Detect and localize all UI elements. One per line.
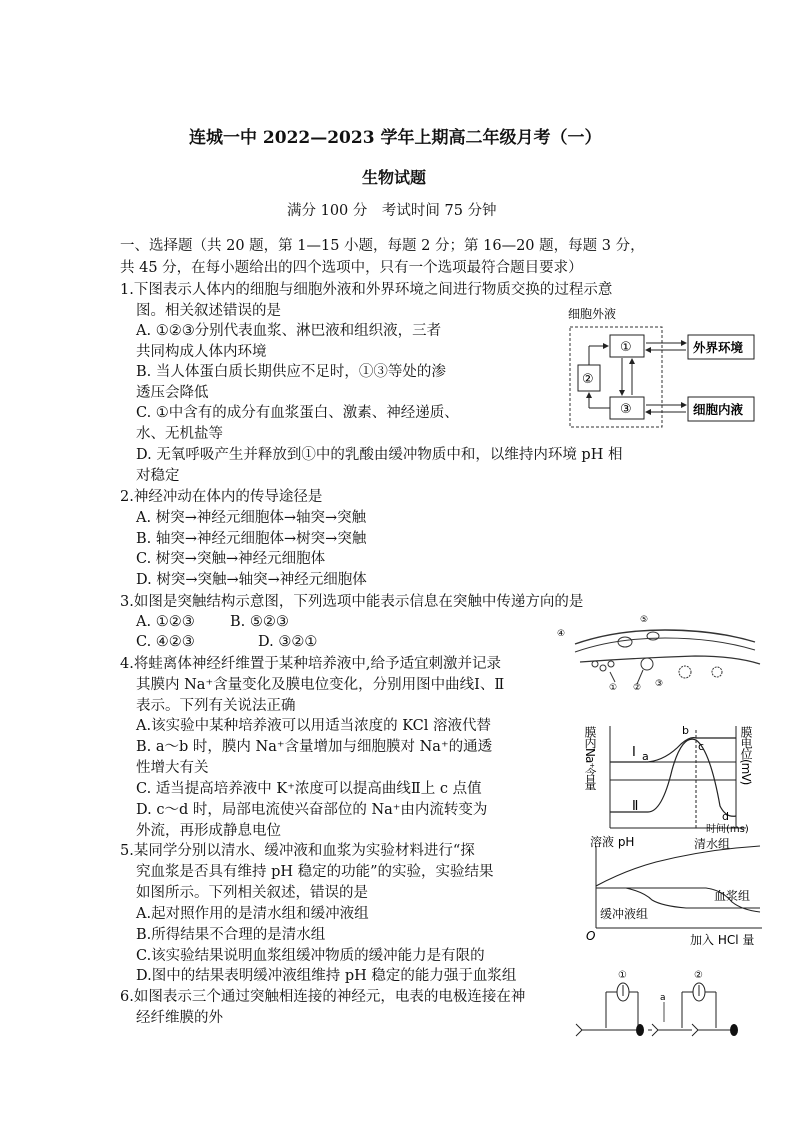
q5-option-a: A.起对照作用的是清水组和缓冲液组 — [136, 906, 369, 922]
q5-fig-origin: O — [586, 929, 596, 943]
q3-synapse-diagram — [555, 612, 765, 692]
q5-fig-y-axis-label: 溶液 pH — [590, 835, 635, 849]
q3-option-c: C. ④②③ — [136, 634, 195, 650]
q4-option-c: C. 适当提高培养液中 K⁺浓度可以提高曲线Ⅱ上 c 点值 — [136, 781, 482, 797]
q1-fig-num-3: ③ — [620, 402, 632, 417]
q1-stem-line1: 1.下图表示人体内的细胞与细胞外液和外界环境之间进行物质交换的过程示意 — [120, 282, 613, 298]
q6-fig-meter-2-label: ② — [694, 970, 703, 981]
q2-option-d: D. 树突→突触→轴突→神经元细胞体 — [136, 572, 367, 588]
q2-option-b: B. 轴突→神经元细胞体→树突→突触 — [136, 531, 367, 547]
q3-option-b: B. ⑤②③ — [230, 614, 289, 630]
q4-stem-line3: 表示。下列有关说法正确 — [136, 698, 296, 714]
q1-option-d-line2: 对稳定 — [136, 468, 180, 484]
q5-fig-label-water: 清水组 — [694, 837, 731, 851]
q1-option-b-line2: 透压会降低 — [136, 385, 209, 401]
q5-fig-label-plasma: 血浆组 — [714, 889, 751, 903]
q5-option-d: D.图中的结果表明缓冲液组维持 pH 稳定的能力强于血浆组 — [136, 968, 517, 984]
q4-fig-left-axis-label: 膜内Na⁺含量 — [583, 726, 597, 790]
q3-option-d: D. ③②① — [258, 634, 318, 650]
q1-fig-label-environment: 外界环境 — [693, 340, 744, 355]
q3-fig-label-3: ③ — [655, 679, 664, 689]
q6-stem-line1: 6.如图表示三个通过突触相连接的神经元，电表的电极连接在神 — [120, 989, 526, 1005]
q4-fig-curve-1: Ⅰ — [632, 745, 636, 760]
q4-option-d-line1: D. c～d 时，局部电流使兴奋部位的 Na⁺由内流转变为 — [136, 802, 488, 818]
q1-exchange-diagram — [562, 305, 762, 430]
q1-option-b-line1: B. 当人体蛋白质长期供应不足时，①③等处的渗 — [136, 364, 446, 380]
q1-option-d-line1: D. 无氧呼吸产生并释放到①中的乳酸由缓冲物质中和，以维持内环境 pH 相 — [136, 447, 623, 463]
q4-fig-curve-2: Ⅱ — [632, 799, 639, 814]
q5-stem-line1: 5.某同学分别以清水、缓冲液和血浆为实验材料进行“探 — [120, 843, 475, 859]
q1-fig-num-2: ② — [582, 372, 594, 387]
q4-fig-point-b: b — [682, 724, 689, 737]
q1-option-a-line1: A. ①②③分别代表血浆、淋巴液和组织液，三者 — [136, 323, 442, 339]
q6-neuron-meter-diagram — [576, 966, 760, 1040]
q4-fig-right-axis-label: 膜电位(mV) — [739, 726, 753, 785]
subject-title: 生物试题 — [362, 168, 427, 187]
q2-stem: 2.神经冲动在体内的传导途径是 — [120, 489, 323, 505]
q5-option-b: B.所得结果不合理的是清水组 — [136, 927, 326, 943]
q3-fig-label-1: ① — [609, 683, 618, 693]
q2-option-a: A. 树突→神经元细胞体→轴突→突触 — [136, 510, 367, 526]
q6-fig-point-a: a — [660, 993, 666, 1003]
q4-fig-x-axis-label: 时间(ms) — [706, 824, 749, 835]
q5-ph-graph — [586, 832, 766, 948]
q2-option-c: C. 树突→突触→神经元细胞体 — [136, 551, 326, 567]
q6-stem-line2: 经纤维膜的外 — [136, 1010, 223, 1026]
section-instructions-line1: 一、选择题（共 20 题，第 1—15 小题，每题 2 分；第 16—20 题，每题 3 分， — [120, 238, 645, 254]
q3-fig-label-2: ② — [633, 683, 642, 693]
q4-option-a: A.该实验中某种培养液可以用适当浓度的 KCl 溶液代替 — [136, 718, 491, 734]
q1-fig-label-extracellular: 细胞外液 — [568, 307, 617, 321]
q4-fig-point-d: d — [722, 810, 729, 823]
q4-fig-point-c: c — [698, 740, 705, 753]
q4-stem-line1: 4.将蛙离体神经纤维置于某种培养液中,给予适宜刺激并记录 — [120, 656, 501, 672]
q3-fig-label-4: ④ — [557, 629, 566, 639]
q6-fig-meter-1-label: ① — [618, 970, 627, 981]
q1-stem-line2: 图。相关叙述错误的是 — [136, 303, 281, 319]
q5-stem-line3: 如图所示。下列相关叙述，错误的是 — [136, 885, 368, 901]
q4-option-d-line2: 外流，再形成静息电位 — [136, 823, 281, 839]
q4-stem-line2: 其膜内 Na⁺含量变化及膜电位变化，分别用图中曲线Ⅰ、Ⅱ — [136, 677, 505, 693]
q5-fig-label-buffer: 缓冲液组 — [600, 907, 649, 921]
q3-fig-label-5: ⑤ — [640, 615, 649, 625]
q1-option-c-line2: 水、无机盐等 — [136, 426, 223, 442]
q1-fig-num-1: ① — [620, 340, 632, 355]
exam-title: 连城一中 2022—2023 学年上期高二年级月考（一） — [189, 128, 602, 148]
q1-option-a-line2: 共同构成人体内环境 — [136, 344, 267, 360]
q4-option-b-line1: B. a～b 时，膜内 Na⁺含量增加与细胞膜对 Na⁺的通透 — [136, 739, 493, 755]
q4-option-b-line2: 性增大有关 — [136, 760, 209, 776]
q5-fig-x-axis-label: 加入 HCl 量 — [690, 933, 755, 947]
exam-meta: 满分 100 分 考试时间 75 分钟 — [287, 203, 497, 219]
q4-fig-point-a: a — [642, 750, 649, 763]
q1-option-c-line1: C. ①中含有的成分有血浆蛋白、激素、神经递质、 — [136, 405, 459, 421]
q3-stem: 3.如图是突触结构示意图，下列选项中能表示信息在突触中传递方向的是 — [120, 594, 584, 610]
q4-na-potential-graph — [583, 720, 764, 835]
q5-stem-line2: 究血浆是否具有维持 pH 稳定的功能”的实验，实验结果 — [136, 864, 494, 880]
q5-option-c: C.该实验结果说明血浆组缓冲物质的缓冲能力是有限的 — [136, 948, 485, 964]
section-instructions-line2: 共 45 分，在每小题给出的四个选项中，只有一个选项最符合题目要求） — [120, 260, 583, 276]
q3-option-a: A. ①②③ — [136, 614, 195, 630]
q1-fig-label-intracellular: 细胞内液 — [693, 402, 744, 417]
